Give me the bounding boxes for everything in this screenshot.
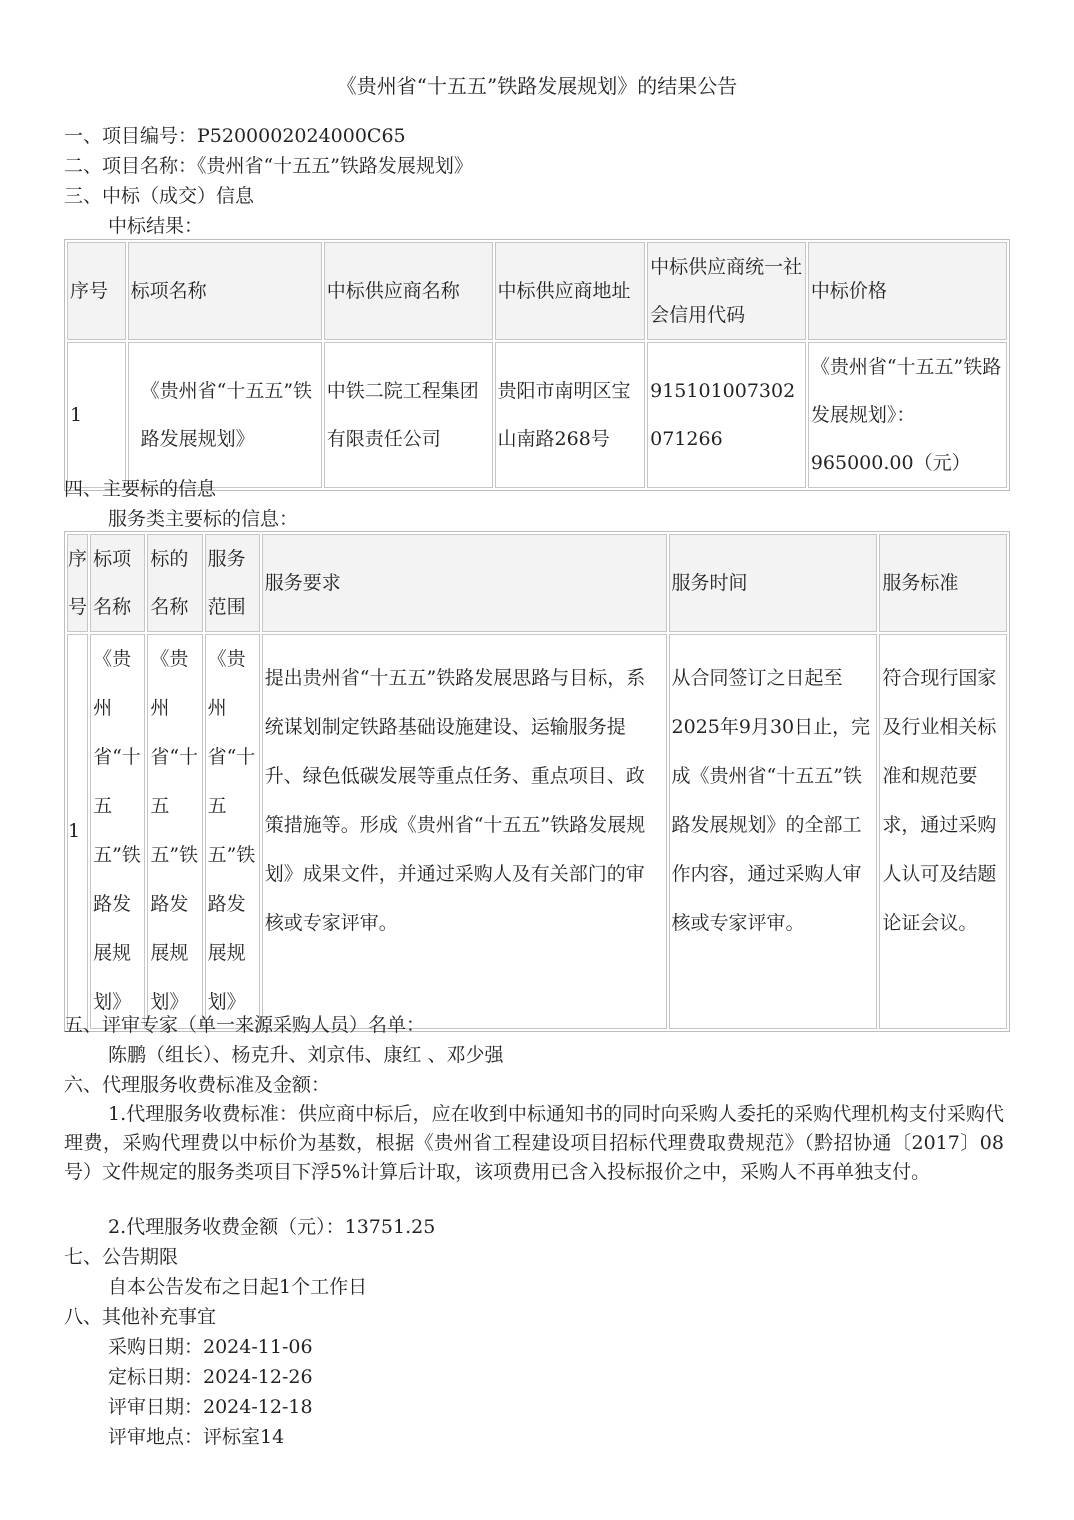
table-cell: 符合现行国家及行业相关标准和规范要求，通过采购人认可及结题论证会议。 bbox=[879, 634, 1007, 1029]
notice-period-text: 自本公告发布之日起1个工作日 bbox=[108, 1276, 368, 1298]
section-experts: 五、评审专家（单一来源采购人员）名单： bbox=[64, 1014, 426, 1036]
award-result-label: 中标结果： bbox=[108, 215, 204, 237]
table-cell: 《贵州省“十五五”铁路发展规划》 bbox=[147, 634, 202, 1029]
review-location: 评审地点：评标室14 bbox=[108, 1426, 285, 1448]
table-header: 标项名称 bbox=[128, 242, 322, 340]
award-date: 定标日期：2024-12-26 bbox=[108, 1366, 313, 1388]
section-notice-period: 七、公告期限 bbox=[64, 1246, 179, 1268]
table-header: 序号 bbox=[67, 534, 88, 632]
table-header: 序号 bbox=[67, 242, 126, 340]
table-cell: 《贵州省“十五五”铁路发展规划》 bbox=[205, 634, 260, 1029]
table-header: 中标供应商名称 bbox=[324, 242, 493, 340]
section-main-subject: 四、主要标的信息 bbox=[64, 478, 217, 500]
fee-standard-paragraph: 1.代理服务收费标准：供应商中标后，应在收到中标通知书的同时向采购人委托的采购代理机构支付采购代理费，采购代理费以中标价为基数，根据《贵州省工程建设项目招标代理费取费规范》（黔招协通〔2017〕08号）文件规定的服务类项目下浮5%计算后计取，该项费用已含入投标报价之中，采购人不再单独支付。 bbox=[64, 1103, 1004, 1183]
procurement-date: 采购日期：2024-11-06 bbox=[108, 1336, 313, 1358]
table-cell: 《贵州省“十五五”铁路发展规划》：965000.00（元） bbox=[808, 342, 1007, 488]
table-header: 服务标准 bbox=[879, 534, 1007, 632]
table-cell: 贵阳市南明区宝山南路268号 bbox=[495, 342, 646, 488]
table-header: 服务范围 bbox=[205, 534, 260, 632]
section-award-info: 三、中标（成交）信息 bbox=[64, 185, 255, 207]
table-cell: 915101007302071266 bbox=[647, 342, 806, 488]
table-row bbox=[67, 342, 1007, 488]
service-subject-label: 服务类主要标的信息： bbox=[108, 508, 299, 530]
section-agency-fee: 六、代理服务收费标准及金额： bbox=[64, 1074, 331, 1096]
award-table bbox=[64, 239, 1010, 491]
table-cell: 《贵州省“十五五”铁路发展规划》 bbox=[90, 634, 145, 1029]
section-other-matters: 八、其他补充事宜 bbox=[64, 1306, 217, 1328]
table-header: 服务时间 bbox=[669, 534, 878, 632]
table-header-row bbox=[67, 242, 1007, 340]
expert-list: 陈鹏（组长）、杨克升、刘京伟、康红 、邓少强 bbox=[108, 1044, 504, 1066]
document-title: 《贵州省“十五五”铁路发展规划》的结果公告 bbox=[336, 74, 738, 98]
fee-amount: 2.代理服务收费金额（元）：13751.25 bbox=[108, 1216, 436, 1238]
table-cell: 1 bbox=[67, 634, 88, 1029]
table-row bbox=[67, 634, 1007, 1029]
table-header: 中标供应商地址 bbox=[495, 242, 646, 340]
service-table bbox=[64, 531, 1010, 1032]
table-header: 标项名称 bbox=[90, 534, 145, 632]
table-cell: 中铁二院工程集团有限责任公司 bbox=[324, 342, 493, 488]
table-header: 中标供应商统一社会信用代码 bbox=[647, 242, 806, 340]
project-number: 一、项目编号：P5200002024000C65 bbox=[64, 125, 406, 147]
project-name: 二、项目名称：《贵州省“十五五”铁路发展规划》 bbox=[64, 155, 473, 177]
table-header: 中标价格 bbox=[808, 242, 1007, 340]
table-header-row bbox=[67, 534, 1007, 632]
review-date: 评审日期：2024-12-18 bbox=[108, 1396, 313, 1418]
table-header: 标的名称 bbox=[147, 534, 202, 632]
table-cell: 1 bbox=[67, 342, 126, 488]
table-cell: 提出贵州省“十五五”铁路发展思路与目标，系统谋划制定铁路基础设施建设、运输服务提升、绿色低碳发展等重点任务、重点项目、政策措施等。形成《贵州省“十五五”铁路发展规划》成果文件，并通过采购人及有关部门的审核或专家评审。 bbox=[262, 634, 667, 1029]
table-cell: 从合同签订之日起至2025年9月30日止，完成《贵州省“十五五”铁路发展规划》的全部工作内容，通过采购人审核或专家评审。 bbox=[669, 634, 878, 1029]
table-header: 服务要求 bbox=[262, 534, 667, 632]
table-cell: 《贵州省“十五五”铁路发展规划》 bbox=[128, 342, 322, 488]
